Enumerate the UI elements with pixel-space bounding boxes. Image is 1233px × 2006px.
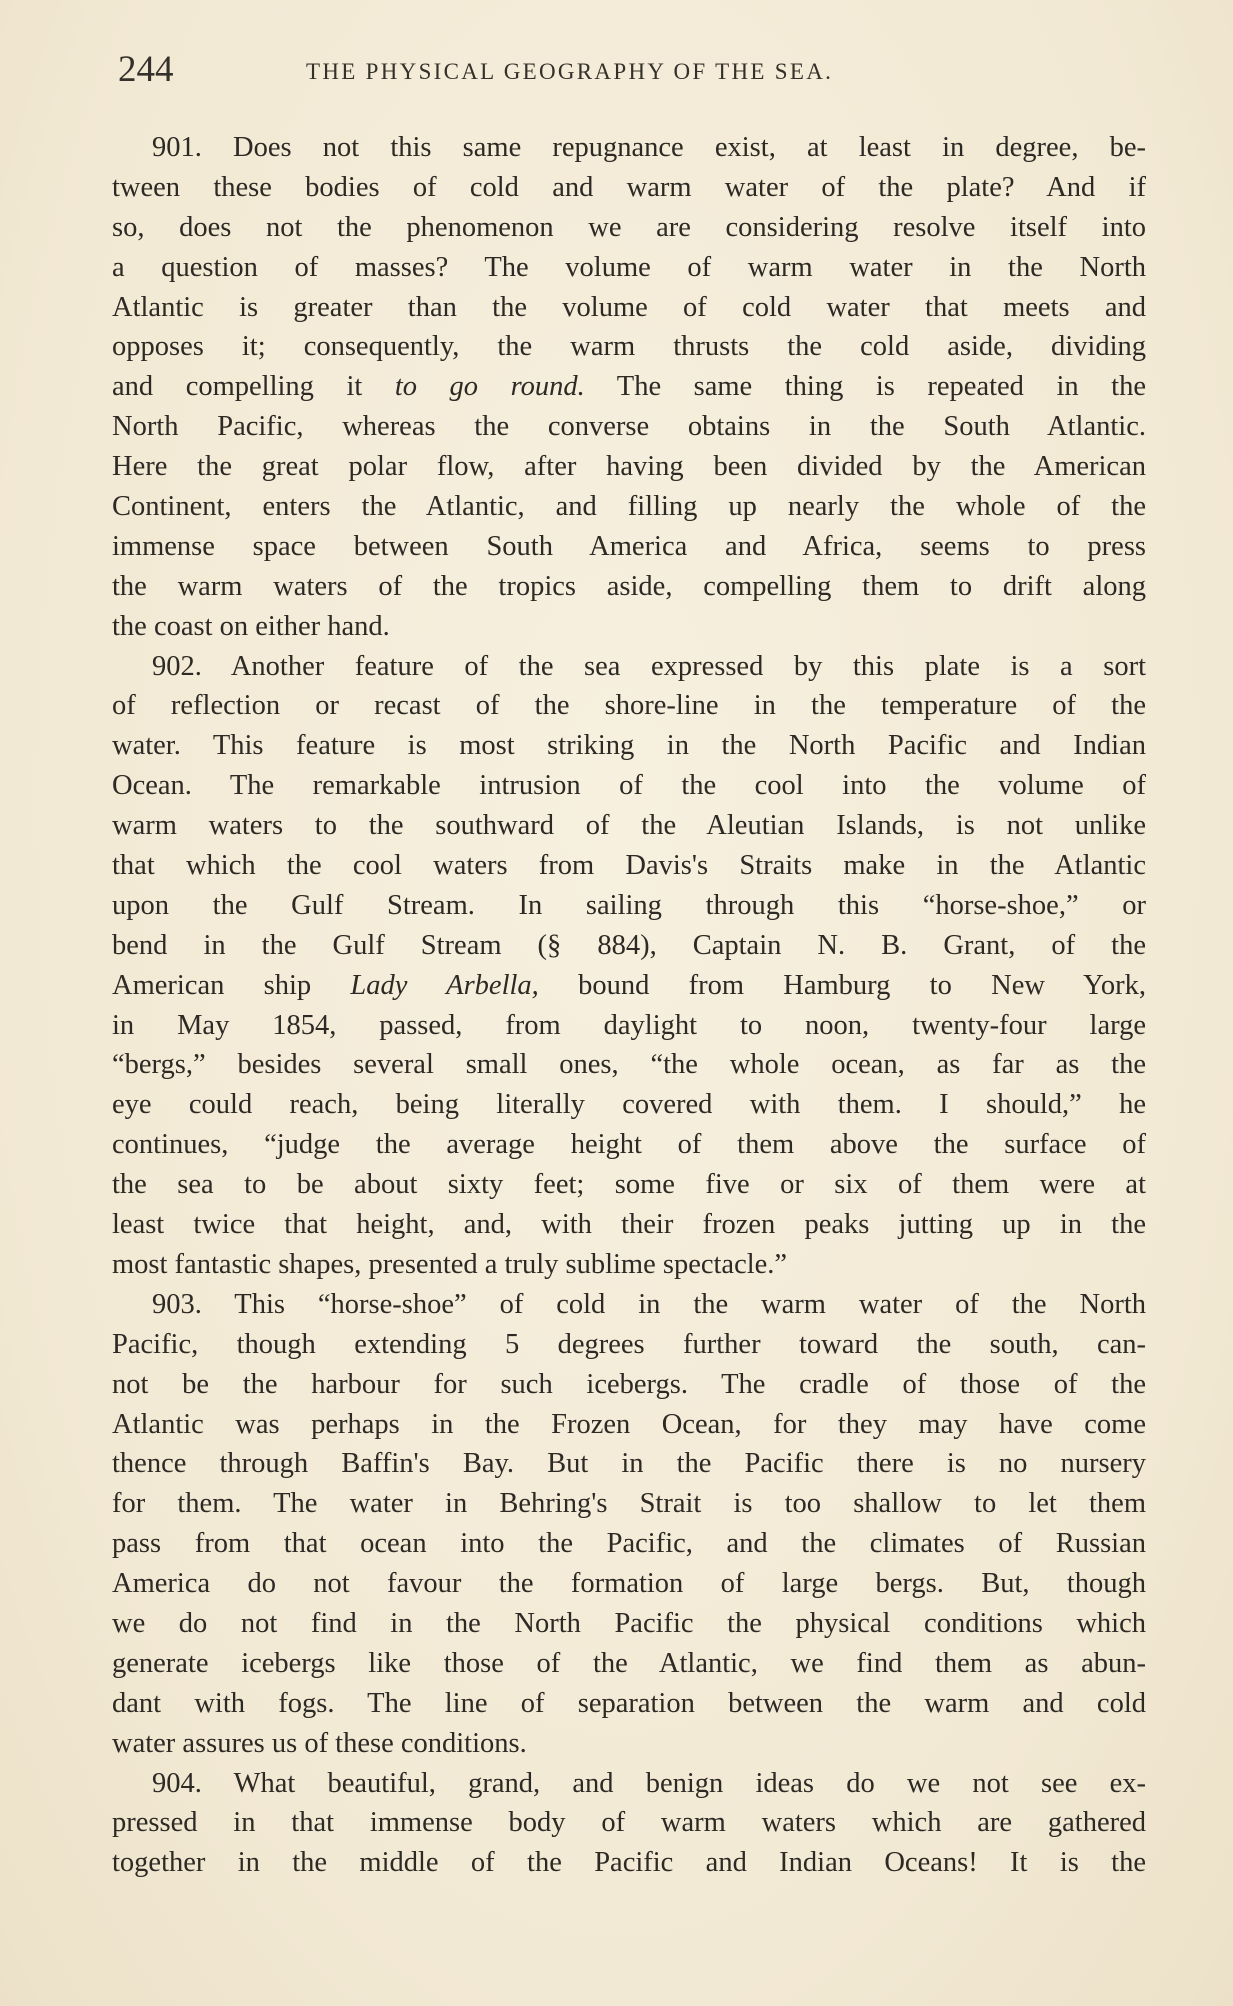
text-segment: opposes it; consequently, the warm thrusts the cold aside, dividing xyxy=(112,331,1146,363)
text-line xyxy=(112,1843,1146,1883)
text-line xyxy=(112,1365,1146,1405)
text-segment: most fantastic shapes, presented a truly sublime spectacle.” xyxy=(112,1248,788,1280)
text-line xyxy=(112,1724,1146,1764)
text-line xyxy=(112,1165,1146,1205)
text-segment: not be the harbour for such icebergs. The cradle of those of the xyxy=(112,1368,1146,1400)
text-line xyxy=(112,1325,1146,1365)
text-segment: water. This feature is most striking in the North Pacific and Indian xyxy=(112,730,1146,762)
text-line xyxy=(112,1444,1146,1484)
text-segment: continues, “judge the average height of them above the surface of xyxy=(112,1129,1146,1161)
text-line xyxy=(112,766,1146,806)
text-segment: bend in the Gulf Stream (§ 884), Captain N. B. Grant, of the xyxy=(112,929,1146,961)
text-line xyxy=(112,407,1146,447)
text-line xyxy=(112,1604,1146,1644)
text-line xyxy=(112,487,1146,527)
text-line xyxy=(112,1245,1146,1285)
text-segment: bound from Hamburg to New York, xyxy=(538,969,1146,1001)
text-line xyxy=(112,686,1146,726)
text-line xyxy=(112,567,1146,607)
page-header xyxy=(118,48,1128,88)
text-line xyxy=(112,1285,1146,1325)
italic-text: to go round. xyxy=(394,371,585,403)
page-number: 244 xyxy=(118,49,174,90)
text-segment: that which the cool waters from Davis's Straits make in the Atlantic xyxy=(112,850,1146,882)
text-line xyxy=(112,1006,1146,1046)
text-segment: the sea to be about sixty feet; some five or six of them were at xyxy=(112,1169,1146,1201)
text-segment: 904. What beautiful, grand, and benign ideas do we not see ex- xyxy=(152,1767,1146,1799)
text-segment: Continent, enters the Atlantic, and filling up nearly the whole of the xyxy=(112,491,1146,523)
text-segment: generate icebergs like those of the Atlantic, we find them as abun- xyxy=(112,1647,1146,1679)
text-line xyxy=(112,886,1146,926)
text-segment: Pacific, though extending 5 degrees further toward the south, can- xyxy=(112,1328,1146,1360)
text-line xyxy=(112,1524,1146,1564)
text-line xyxy=(112,607,1146,647)
text-line xyxy=(112,168,1146,208)
body-text xyxy=(112,128,1146,1883)
text-segment: Ocean. The remarkable intrusion of the cool into the volume of xyxy=(112,770,1146,802)
text-line xyxy=(112,1764,1146,1804)
text-segment: thence through Baffin's Bay. But in the Pacific there is no nursery xyxy=(112,1448,1146,1480)
text-segment: water assures us of these conditions. xyxy=(112,1727,527,1759)
text-segment: dant with fogs. The line of separation between the warm and cold xyxy=(112,1687,1146,1719)
text-line xyxy=(112,128,1146,168)
text-segment: Here the great polar flow, after having been divided by the American xyxy=(112,451,1146,483)
text-segment: tween these bodies of cold and warm water of the plate? And if xyxy=(112,171,1146,203)
text-segment: American ship xyxy=(112,969,351,1001)
text-line xyxy=(112,726,1146,766)
text-segment: we do not find in the North Pacific the physical conditions which xyxy=(112,1607,1146,1639)
text-segment: a question of masses? The volume of warm water in the North xyxy=(112,251,1146,283)
text-segment: pass from that ocean into the Pacific, and the climates of Russian xyxy=(112,1528,1146,1560)
text-segment: in May 1854, passed, from daylight to noon, twenty-four large xyxy=(112,1009,1146,1041)
text-segment: the warm waters of the tropics aside, compelling them to drift along xyxy=(112,570,1146,602)
text-segment: least twice that height, and, with their frozen peaks jutting up in the xyxy=(112,1209,1146,1241)
running-head: THE PHYSICAL GEOGRAPHY OF THE SEA. xyxy=(306,59,834,84)
text-line xyxy=(112,208,1146,248)
text-line xyxy=(112,527,1146,567)
text-line xyxy=(112,846,1146,886)
text-segment: “bergs,” besides several small ones, “the whole ocean, as far as the xyxy=(112,1049,1146,1081)
text-segment: of reflection or recast of the shore-line in the temperature of the xyxy=(112,690,1146,722)
text-line xyxy=(112,248,1146,288)
text-line xyxy=(112,1564,1146,1604)
text-line xyxy=(112,1405,1146,1445)
text-line xyxy=(112,1085,1146,1125)
text-line xyxy=(112,1484,1146,1524)
text-line xyxy=(112,1684,1146,1724)
text-segment: immense space between South America and Africa, seems to press xyxy=(112,530,1146,562)
text-segment: upon the Gulf Stream. In sailing through this “horse-shoe,” or xyxy=(112,889,1146,921)
text-segment: the coast on either hand. xyxy=(112,610,390,642)
text-segment: 901. Does not this same repugnance exist, at least in degree, be- xyxy=(152,132,1146,163)
text-segment: eye could reach, being literally covered with them. I should,” he xyxy=(112,1089,1146,1121)
text-segment: 903. This “horse-shoe” of cold in the warm water of the North xyxy=(152,1288,1146,1320)
text-segment: together in the middle of the Pacific and Indian Oceans! It is the xyxy=(112,1847,1146,1879)
text-line xyxy=(112,367,1146,407)
text-line xyxy=(112,1644,1146,1684)
text-segment: 902. Another feature of the sea expressed by this plate is a sort xyxy=(152,650,1146,682)
text-line xyxy=(112,288,1146,328)
text-segment: Atlantic is greater than the volume of cold water that meets and xyxy=(112,291,1146,323)
text-line xyxy=(112,806,1146,846)
text-segment: America do not favour the formation of large bergs. But, though xyxy=(112,1568,1146,1600)
text-line xyxy=(112,1045,1146,1085)
text-segment: warm waters to the southward of the Aleutian Islands, is not unlike xyxy=(112,810,1146,842)
text-segment: Atlantic was perhaps in the Frozen Ocean, for they may have come xyxy=(112,1408,1146,1440)
text-line xyxy=(112,1125,1146,1165)
text-line xyxy=(112,926,1146,966)
text-segment: North Pacific, whereas the converse obtains in the South Atlantic. xyxy=(112,411,1146,443)
text-line xyxy=(112,1803,1146,1843)
text-segment: for them. The water in Behring's Strait is too shallow to let them xyxy=(112,1488,1146,1520)
text-line xyxy=(112,647,1146,687)
italic-text: Lady Arbella, xyxy=(350,969,539,1001)
text-segment: The same thing is repeated in the xyxy=(584,371,1146,403)
text-line xyxy=(112,966,1146,1006)
text-line xyxy=(112,327,1146,367)
text-segment: pressed in that immense body of warm waters which are gathered xyxy=(112,1807,1146,1839)
text-line xyxy=(112,1205,1146,1245)
text-line xyxy=(112,447,1146,487)
text-segment: so, does not the phenomenon we are considering resolve itself into xyxy=(112,211,1146,243)
text-segment: and compelling it xyxy=(112,371,395,403)
